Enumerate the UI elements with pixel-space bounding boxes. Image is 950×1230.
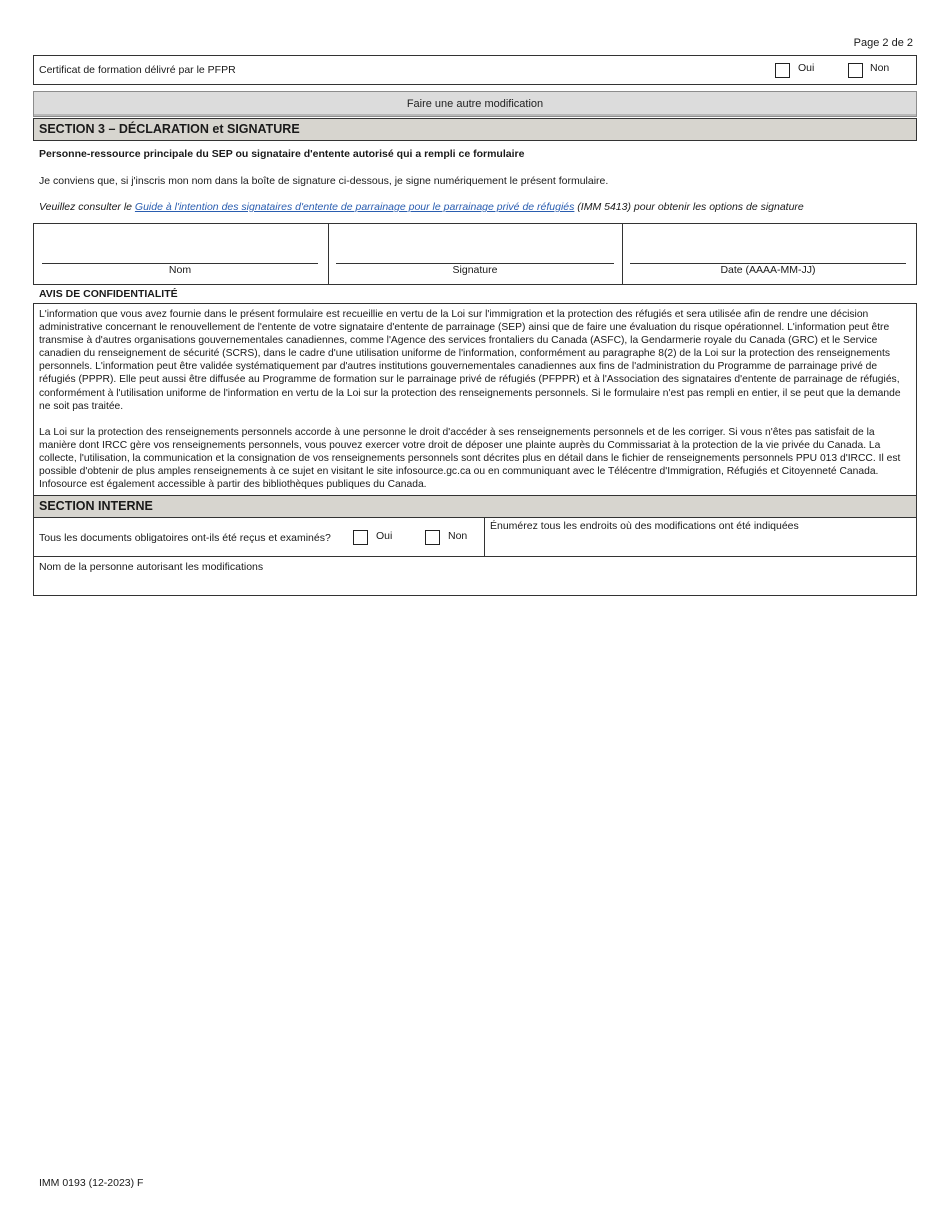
signature-box	[33, 223, 917, 285]
internal-section-header: SECTION INTERNE	[33, 495, 917, 518]
signature-caption: Signature	[452, 264, 498, 276]
name-caption: Nom	[168, 264, 192, 276]
add-modification-button[interactable]: Faire une autre modification	[33, 91, 917, 117]
documents-yes-label: Oui	[376, 530, 393, 542]
signature-input-area[interactable]	[336, 228, 614, 262]
internal-row-2	[33, 556, 917, 596]
privacy-paragraph-2: La Loi sur la protection des renseignements personnels accorde à une personne le droit d'accéder à ses renseignements personnels et de les corriger. Si vous n'êtes pas satisfait de la manière dont IRCC gère vos renseignements personnels, vous pouvez exercer votre droit de déposer une plainte auprès du Commissariat à la protection de la vie privée du Canada. La collecte, l'utilisation, la communication et la consignation de vos renseignements personnels sont décrites plus en détail dans le fichier de renseignements personnels PPU 013 d'IRCC. Il est possible d'obtenir de plus amples renseignements à ce sujet en visitant le site infosource.gc.ca ou en communiquant avec le Télécentre d'Immigration, Réfugiés et Citoyenneté Canada. Infosource est également accessible à partir des bibliothèques publiques du Canada.	[39, 426, 901, 491]
privacy-title: AVIS DE CONFIDENTIALITÉ	[39, 288, 178, 300]
section3-header: SECTION 3 – DÉCLARATION et SIGNATURE	[33, 118, 917, 141]
documents-no-label: Non	[448, 530, 468, 542]
certificat-yes-checkbox[interactable]	[775, 63, 790, 78]
certificat-no-label: Non	[870, 62, 890, 74]
modification-locations-label: Énumérez tous les endroits où des modifications ont été indiquées	[490, 520, 799, 532]
signature-divider-2	[622, 224, 623, 284]
section3-agreement: Je conviens que, si j'inscris mon nom dans la boîte de signature ci-dessous, je signe numériquement le présent formulaire.	[39, 175, 609, 187]
consult-suffix: (IMM 5413) pour obtenir les options de signature	[574, 201, 804, 213]
date-caption: Date (AAAA-MM-JJ)	[720, 264, 816, 276]
documents-no-checkbox[interactable]	[425, 530, 440, 545]
name-input-area[interactable]	[42, 228, 318, 262]
certificat-label: Certificat de formation délivré par le PFPR	[39, 64, 236, 76]
privacy-notice	[33, 303, 917, 496]
authorizer-name-label: Nom de la personne autorisant les modifications	[39, 561, 264, 573]
internal-divider	[484, 518, 485, 556]
date-input-area[interactable]	[630, 228, 906, 262]
modification-locations-input[interactable]	[490, 534, 910, 554]
signatory-guide-link[interactable]: Guide à l'intention des signataires d'entente de parrainage pour le parrainage privé de réfugiés	[134, 201, 575, 213]
signature-divider-1	[328, 224, 329, 284]
internal-row-1	[33, 517, 917, 557]
form-code: IMM 0193 (12-2023) F	[39, 1177, 144, 1189]
certificat-yes-label: Oui	[798, 62, 815, 74]
section3-consult-text	[39, 201, 804, 213]
section3-subtitle: Personne-ressource principale du SEP ou signataire d'entente autorisé qui a rempli ce formulaire	[39, 148, 525, 160]
page-number: Page 2 de 2	[853, 37, 913, 49]
certificat-row	[33, 55, 917, 85]
consult-prefix: Veuillez consulter le	[39, 201, 135, 213]
documents-question: Tous les documents obligatoires ont-ils été reçus et examinés?	[39, 532, 331, 544]
privacy-paragraph-1: L'information que vous avez fournie dans le présent formulaire est recueillie en vertu de la Loi sur l'immigration et la protection des réfugiés et sera utilisée afin de rendre une décision administrative concernant le renouvellement de l'entente de votre signataire d'entente de parrainage (SEP) ainsi que de faire une évaluation du risque opérationnel. L'information peut être transmise à d'autres organisations gouvernementales canadiennes, comme l'Agence des services frontaliers du Canada (ASFC), la Gendarmerie royale du Canada (GRC) et le Service canadien du renseignement de sécurité (SCRS), dans le cadre d'une utilisation uniforme de l'information, conformément au paragraphe 8(2) de la Loi sur la protection des renseignements personnels. L'information peut être validée systématiquement par d'autres institutions gouvernementales canadiennes aux fins de l'administration du Programme de parrainage privé de réfugiés (PPPR). Elle peut aussi être diffusée au Programme de formation sur le parrainage privé de réfugiés (PFPPR) et à l'Association des signataires d'entente de parrainage de réfugiés, conformément à l'utilisation uniforme de l'information en vertu de la Loi sur la protection des renseignements personnels. Si le formulaire n'est pas rempli en entier, il se peut que la demande ne soit pas traitée.	[39, 309, 901, 412]
authorizer-name-input[interactable]	[39, 575, 909, 593]
documents-yes-checkbox[interactable]	[353, 530, 368, 545]
certificat-no-checkbox[interactable]	[848, 63, 863, 78]
